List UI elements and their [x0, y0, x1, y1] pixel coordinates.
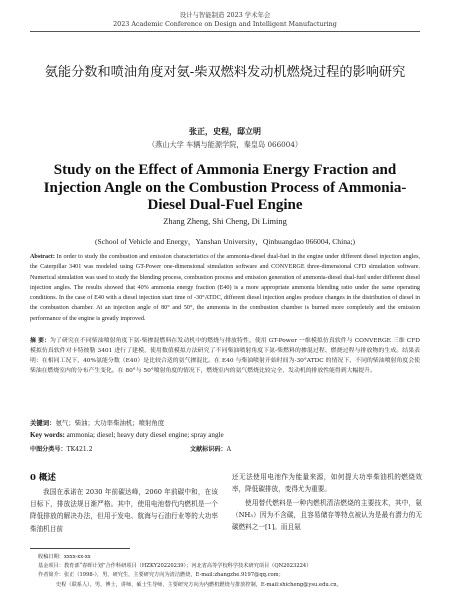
abstract-en-label: Abstract: — [30, 254, 55, 260]
classification-value: TK421.2 — [66, 446, 93, 453]
keywords-en-label: Key words: — [30, 431, 65, 439]
document-code-label: 文献标识码： — [190, 446, 227, 453]
right-column-paragraph-2: 使用替代燃料是一种内燃机清洁燃烧的主要技术，其中，氨（NH₃）因为不含碳，且容易储存等特点被认为是最有潜力的无碳燃料之一[1]。而且氨 — [232, 499, 422, 532]
document-code — [190, 444, 231, 453]
footnote-funding: 基金项目：教育部“春晖计划”合作科研项目（HZKY20220239）；河北省高等学校科学技术研究项目（QN2023224） — [38, 563, 312, 570]
keywords-cn — [30, 418, 420, 427]
footnote-author: 作者简介：张正（1998-），男，研究生，主要研究方向为清洁燃烧，E-mail:zhangzhe.9197@qq.com； — [38, 572, 284, 579]
abstract-en — [30, 252, 420, 324]
abstract-cn-text: 为了研究在不同柴油喷射角度下氨-柴掺混燃料在发动机中的燃烧与排放特性，使用 GT-Power 一维模拟仿真软件与 CONVERGE 三维 CFD 模拟仿真软件对卡特彼勒 3401 进行了建模，使用数值模拟方法研究了不同柴油喷射角度下氨-柴燃料的掺混过程、燃烧过程与排放物的生成。结果表明：在相同工况下，40%氨能分数（E40）是比较合适的氨气掺混比。在 E40 与柴油喷射开始时间为-30°ATDC 的情况下，不同的柴油喷射角度会使柴油在燃烧室内的分布产生变化。在 80°与 50°喷射角度的情况下，燃烧室内的氨气燃烧比较完全，发动机的排放性能得到大幅提升。 — [30, 338, 420, 375]
classification-label: 中图分类号： — [30, 446, 67, 453]
abstract-cn — [30, 336, 420, 376]
left-column-paragraph: 我国在承诺在 2030 年前碳达峰，2060 年前碳中和，在该目标下，排放法规日渐严格。其中，使用电池替代内燃机是一个降低排放的解决办法，但用于发电、航海与石油行业等的大功率柴油机目前 — [30, 488, 218, 533]
keywords-cn-text: 氨气；柴油；大功率柴油机；喷射角度 — [55, 419, 165, 427]
document-code-value: A — [226, 446, 231, 453]
classification — [30, 444, 93, 453]
cn-authors: 张正，史程，邸立明 — [189, 126, 261, 136]
footnote-rule — [30, 548, 130, 549]
en-affiliation: (School of Vehicle and Energy，Yanshan University，Qinhuangdao 066004, China;) — [94, 237, 356, 246]
cn-title: 氨能分数和喷油角度对氨-柴双燃料发动机燃烧过程的影响研究 — [44, 65, 406, 80]
en-title: Study on the Effect of Ammonia Energy Fraction and Injection Angle on the Combustion Process of Ammonia-Diesel Dual-Fuel Engine — [43, 162, 407, 213]
footnotes — [30, 553, 430, 590]
abstract-en-text: In order to study the combustion and emission characteristics of the ammonia-diesel dual-fuel in the engine under different diesel injection angles, the Caterpillar 3401 was modeled using GT-Power one-dimensional simulation software and CONVERGE three-dimensional CFD simulation software. Numerical simulation was used to study the blending process, combustion process and emission generation of ammonia-diesel dual-fuel under different diesel injection angles. The results showed that 40% ammonia energy fraction (E40) is a more appropriate ammonia blending ratio under the same operating conditions. In the case of E40 with a diesel injection start time of -30°ATDC, different diesel injection angles produce changes in the distribution of diesel in the combustion chamber. At an injection angle of 80° and 50°, the ammonia in the combustion chamber is burned more completely and the emission performance of the engine is greatly improved. — [30, 254, 420, 322]
right-column-paragraph-1: 还无法使用电池作为能量来源，如何提大功率柴油机的燃烧效率，降低碳排放，变得尤为重要。 — [232, 473, 422, 494]
keywords-en — [30, 431, 420, 439]
running-header-cn: 设计与智能制造 2023 学术年会 — [179, 11, 271, 19]
footnote-corresponding: 史程（联系人），男，博士，讲师，硕士生导师，主要研究方向为内燃机燃烧与排放控制，E-mail:shicheng@ysu.edu.cn。 — [56, 581, 342, 588]
en-authors: Zhang Zheng, Shi Cheng, Di Liming — [163, 217, 287, 226]
abstract-cn-label: 摘 要： — [30, 338, 51, 344]
cn-affiliation: （燕山大学 车辆与能源学院，秦皇岛 066004） — [147, 140, 303, 149]
running-header-en: 2023 Academic Conference on Design and Intelligent Manufacturing — [113, 20, 337, 28]
keywords-en-text: ammonia; diesel; heavy duty diesel engine; spray angle — [64, 431, 224, 439]
keywords-cn-label: 关键词： — [30, 419, 56, 427]
section-heading: 0 概述 — [30, 473, 56, 483]
footnote-received: 收稿日期：xxxx-xx-xx — [38, 554, 91, 560]
header-rule — [30, 31, 420, 32]
